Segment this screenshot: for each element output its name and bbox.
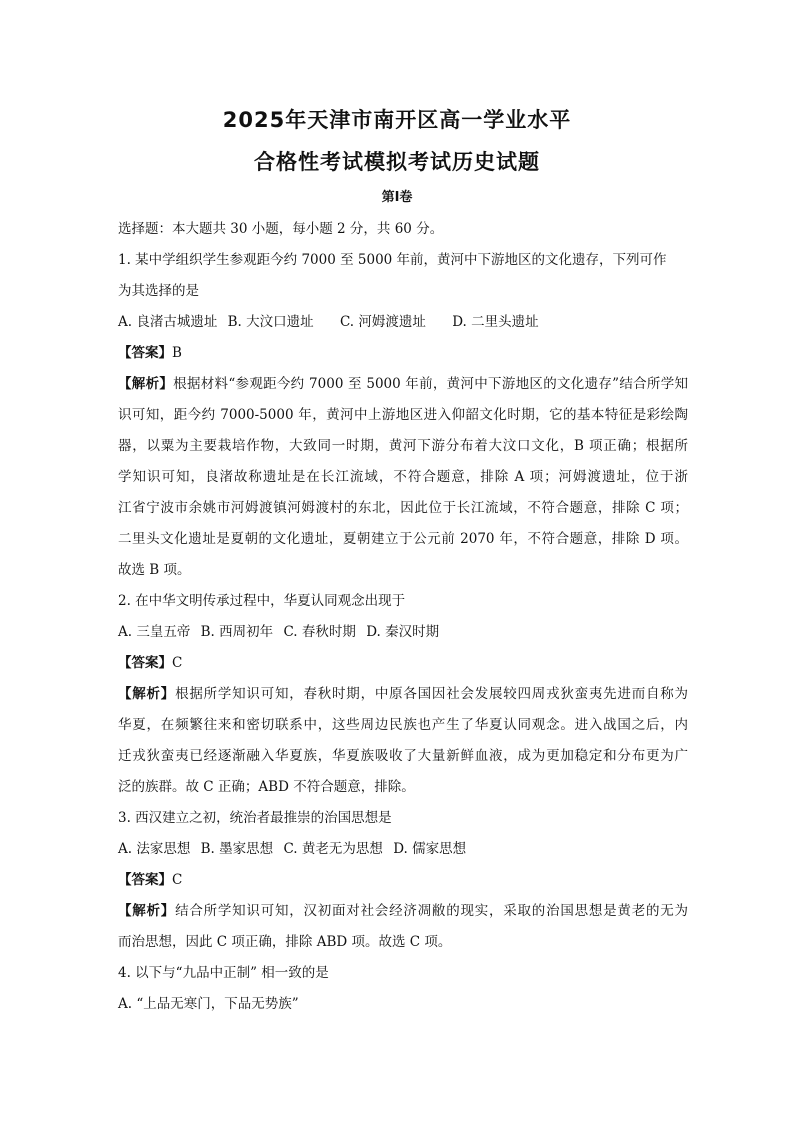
answer-tag: 【答案】 — [118, 872, 172, 888]
q1-answer — [118, 338, 688, 369]
analysis-tag: 【解析】 — [118, 903, 176, 919]
q1-option-a: A. 良渚古城遗址 — [118, 314, 218, 330]
q1-option-b: B. 大汶口遗址 — [227, 314, 314, 330]
document-title-line1: 2025年天津市南开区高一学业水平 — [222, 108, 572, 132]
q1-analysis-line — [118, 369, 688, 400]
analysis-tag: 【解析】 — [118, 376, 174, 392]
q3-analysis-line — [118, 896, 688, 927]
q1-option-d: D. 二里头遗址 — [452, 314, 539, 330]
q1-analysis-text: 根据材料“参观距今约 7000 至 5000 年前，黄河中下游地区的文化遗存”结合所学知 — [173, 376, 689, 392]
q1-analysis-line: 学知识可知，良渚故称遗址是在长江流域，不符合题意，排除 A 项；河姆渡遗址，位于浙 — [118, 469, 688, 485]
q1-analysis-line: 江省宁波市余姚市河姆渡镇河姆渡村的东北，因此位于长江流域，不符合题意，排除 C 项； — [118, 500, 688, 516]
analysis-tag: 【解析】 — [118, 686, 176, 702]
q2-option-c: C. 春秋时期 — [283, 624, 356, 640]
q2-answer — [118, 648, 688, 679]
q1-analysis-line: 识可知，距今约 7000-5000 年，黄河中上游地区进入仰韶文化时期，它的基本特征是彩绘陶 — [118, 407, 688, 423]
q3-option-b: B. 墨家思想 — [200, 841, 274, 857]
q2-analysis-text: 根据所学知识可知，春秋时期，中原各国因社会发展较四周戎狄蛮夷先进而自称为 — [175, 686, 689, 702]
q3-options — [118, 834, 688, 865]
q1-analysis-line: 器，以粟为主要栽培作物，大致同一时期，黄河下游分布着大汶口文化，B 项正确；根据所 — [118, 438, 688, 454]
answer-tag: 【答案】 — [118, 345, 172, 361]
q1-option-c: C. 河姆渡遗址 — [339, 314, 426, 330]
q3-option-a: A. 法家思想 — [118, 841, 191, 857]
q4-option-a: A. “上品无寒门，下品无势族” — [118, 996, 299, 1012]
answer-tag: 【答案】 — [118, 655, 172, 671]
document-title-line2: 合格性考试模拟考试历史试题 — [254, 150, 540, 174]
q2-option-d: D. 秦汉时期 — [366, 624, 440, 640]
instructions: 选择题：本大题共 30 小题，每小题 2 分，共 60 分。 — [118, 221, 444, 237]
q2-stem: 2. 在中华文明传承过程中，华夏认同观念出现于 — [118, 593, 406, 609]
q3-stem: 3. 西汉建立之初，统治者最推崇的治国思想是 — [118, 810, 392, 826]
q1-stem-line1: 1. 某中学组织学生参观距今约 7000 至 5000 年前，黄河中下游地区的文化遗存，下列可作 — [118, 252, 667, 268]
q3-option-c: C. 黄老无为思想 — [283, 841, 383, 857]
q4-stem: 4. 以下与“九品中正制” 相一致的是 — [118, 965, 329, 981]
q1-analysis-line: 故选 B 项。 — [118, 562, 191, 578]
q1-answer-value: B — [172, 345, 182, 361]
q3-analysis-text: 结合所学知识可知，汉初面对社会经济凋敝的现实，采取的治国思想是黄老的无为 — [175, 903, 689, 919]
q2-answer-value: C — [172, 655, 183, 671]
q2-analysis-line: 华夏，在频繁往来和密切联系中，这些周边民族也产生了华夏认同观念。进入战国之后，内 — [118, 717, 688, 733]
q2-analysis-line — [118, 679, 688, 710]
q1-analysis-line: 二里头文化遗址是夏朝的文化遗址，夏朝建立于公元前 2070 年，不符合题意，排除 D 项。 — [118, 531, 688, 547]
document-body — [118, 214, 688, 1020]
q1-stem-line2: 为其选择的是 — [118, 283, 199, 299]
q3-analysis-line: 而治思想，因此 C 项正确，排除 ABD 项。故选 C 项。 — [118, 934, 452, 950]
q3-answer — [118, 865, 688, 896]
q2-option-a: A. 三皇五帝 — [118, 624, 191, 640]
q2-analysis-line: 泛的族群。故 C 正确；ABD 不符合题意，排除。 — [118, 779, 415, 795]
q3-answer-value: C — [172, 872, 183, 888]
q2-option-b: B. 西周初年 — [200, 624, 274, 640]
q2-options — [118, 617, 688, 648]
q1-options — [118, 307, 688, 338]
q2-analysis-line: 迁戎狄蛮夷已经逐渐融入华夏族，华夏族吸收了大量新鲜血液，成为更加稳定和分布更为广 — [118, 748, 688, 764]
q3-option-d: D. 儒家思想 — [393, 841, 467, 857]
part-label: 第Ⅰ卷 — [381, 190, 413, 205]
